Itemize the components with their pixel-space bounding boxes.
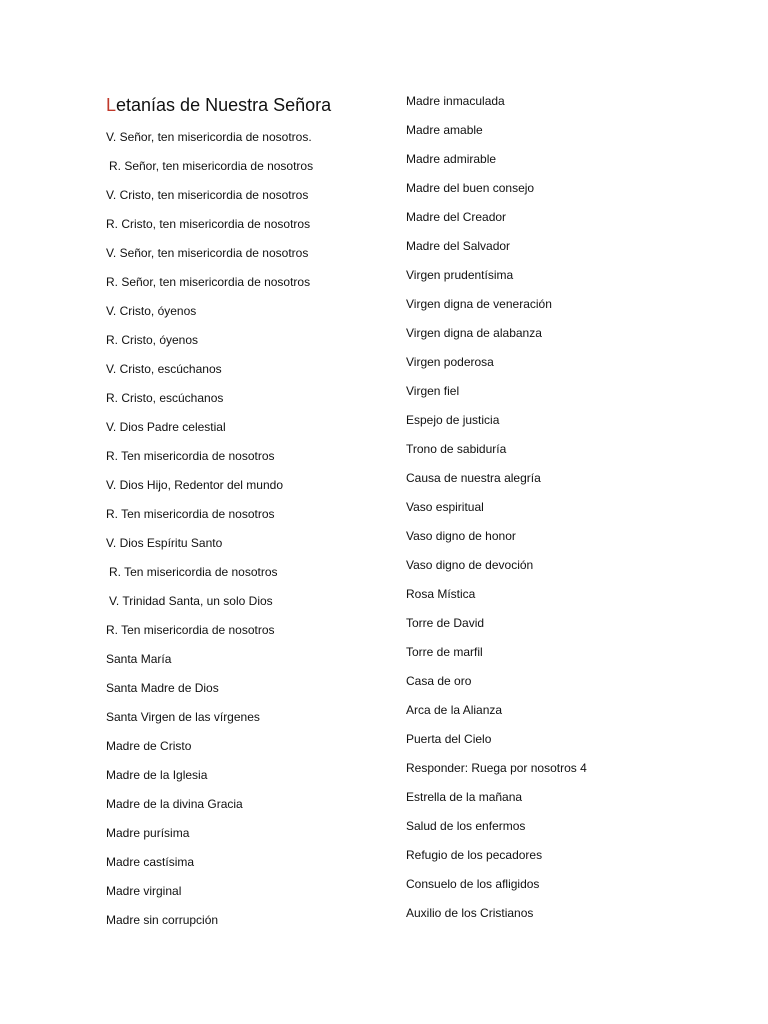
litany-line: R. Ten misericordia de nosotros — [109, 565, 278, 579]
litany-line: Santa Virgen de las vírgenes — [106, 710, 260, 724]
litany-line: V. Señor, ten misericordia de nosotros. — [106, 130, 312, 144]
litany-line: Madre castísima — [106, 855, 195, 869]
litany-line: R. Cristo, ten misericordia de nosotros — [106, 217, 311, 231]
litany-line: V. Dios Hijo, Redentor del mundo — [106, 478, 283, 492]
litany-line: Virgen digna de alabanza — [406, 326, 542, 340]
title-initial-letter: L — [106, 95, 117, 115]
litany-line: Virgen prudentísima — [406, 268, 514, 282]
litany-line: Causa de nuestra alegría — [406, 471, 541, 485]
litany-line: Vaso digno de devoción — [406, 558, 534, 572]
litany-line: Virgen digna de veneración — [406, 297, 552, 311]
litany-line: R. Cristo, escúchanos — [106, 391, 224, 405]
litany-line: Responder: Ruega por nosotros 4 — [406, 761, 587, 775]
litany-line: Estrella de la mañana — [406, 790, 523, 804]
litany-line: V. Cristo, escúchanos — [106, 362, 222, 376]
litany-line: Madre de la Iglesia — [106, 768, 208, 782]
litany-line: Madre del buen consejo — [406, 181, 535, 195]
litany-line: V. Señor, ten misericordia de nosotros — [106, 246, 309, 260]
litany-line: R. Ten misericordia de nosotros — [106, 449, 275, 463]
litany-line: R. Ten misericordia de nosotros — [106, 507, 275, 521]
litany-line: V. Dios Padre celestial — [106, 420, 226, 434]
litany-line: R. Señor, ten misericordia de nosotros — [106, 275, 311, 289]
litany-line: V. Cristo, ten misericordia de nosotros — [106, 188, 309, 202]
litany-line: Madre de la divina Gracia — [106, 797, 243, 811]
litany-line: Madre inmaculada — [406, 94, 505, 108]
litany-line: Madre sin corrupción — [106, 913, 219, 927]
litany-line: Madre virginal — [106, 884, 182, 898]
litany-line: V. Trinidad Santa, un solo Dios — [109, 594, 273, 608]
litany-line: Refugio de los pecadores — [406, 848, 543, 862]
litany-line: Madre de Cristo — [106, 739, 192, 753]
litany-line: R. Ten misericordia de nosotros — [106, 623, 275, 637]
litany-line: Espejo de justicia — [406, 413, 500, 427]
litany-line: Madre del Salvador — [406, 239, 511, 253]
litany-line: Arca de la Alianza — [406, 703, 503, 717]
litany-line: R. Señor, ten misericordia de nosotros — [109, 159, 314, 173]
litany-line: Salud de los enfermos — [406, 819, 526, 833]
litany-line: Torre de David — [406, 616, 485, 630]
litany-line: V. Dios Espíritu Santo — [106, 536, 223, 550]
litany-line: Madre admirable — [406, 152, 497, 166]
litany-line: Puerta del Cielo — [406, 732, 492, 746]
litany-line: Madre amable — [406, 123, 483, 137]
litany-line: Rosa Mística — [406, 587, 476, 601]
litany-line: Trono de sabiduría — [406, 442, 507, 456]
litany-line: Auxilio de los Cristianos — [406, 906, 534, 920]
litany-line: Virgen poderosa — [406, 355, 494, 369]
litany-line: R. Cristo, óyenos — [106, 333, 199, 347]
title-text: etanías de Nuestra Señora — [116, 95, 332, 115]
litany-line: Madre del Creador — [406, 210, 507, 224]
document-title — [106, 94, 331, 116]
litany-left-column — [106, 126, 313, 938]
litany-line: Casa de oro — [406, 674, 472, 688]
litany-line: Santa Madre de Dios — [106, 681, 219, 695]
litany-line: Vaso digno de honor — [406, 529, 516, 543]
litany-line: Madre purísima — [106, 826, 190, 840]
litany-line: Santa María — [106, 652, 172, 666]
litany-line: Vaso espiritual — [406, 500, 484, 514]
litany-line: Consuelo de los afligidos — [406, 877, 540, 891]
litany-right-column — [406, 90, 587, 931]
litany-line: Torre de marfil — [406, 645, 483, 659]
litany-line: V. Cristo, óyenos — [106, 304, 197, 318]
litany-line: Virgen fiel — [406, 384, 460, 398]
